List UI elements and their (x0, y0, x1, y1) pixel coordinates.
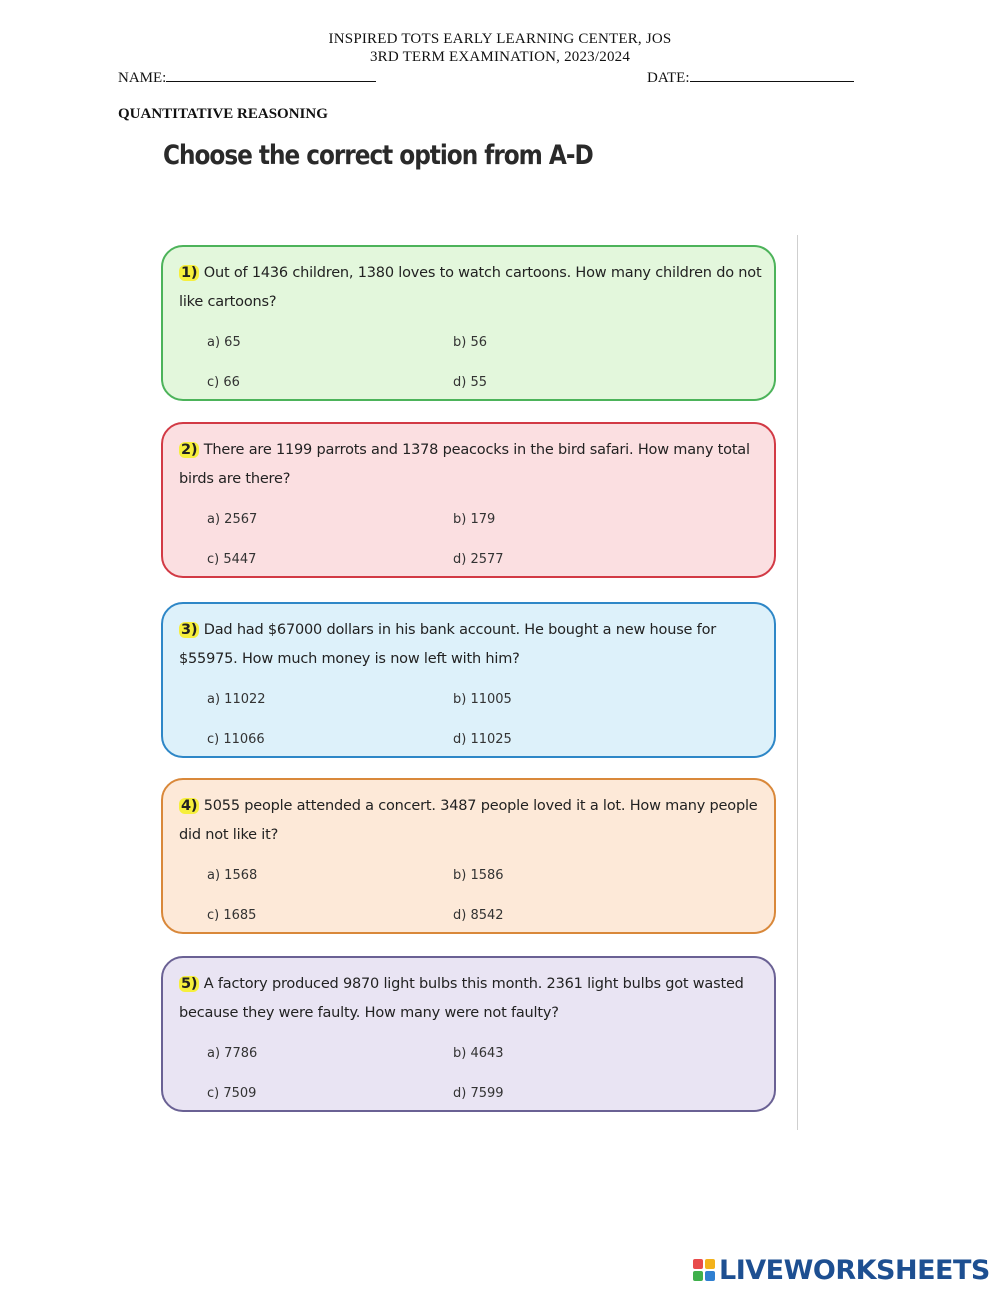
question-text (179, 436, 764, 494)
logo-square (705, 1259, 715, 1269)
option-a[interactable]: a) 1568 (207, 868, 258, 883)
date-field (647, 68, 854, 87)
option-d[interactable]: d) 8542 (453, 908, 504, 923)
question-text (179, 616, 764, 674)
option-d[interactable]: d) 11025 (453, 732, 512, 747)
liveworksheets-logo (693, 1255, 990, 1285)
question-text (179, 970, 764, 1028)
question-text (179, 259, 764, 317)
question-number: 5) (181, 976, 198, 992)
name-label: NAME: (118, 70, 167, 86)
date-label: DATE: (647, 70, 690, 86)
liveworksheets-logo-icon (693, 1259, 715, 1281)
question-body: A factory produced 9870 light bulbs this month. 2361 light bulbs got wasted because they were faulty. How many were not faulty? (179, 976, 744, 1021)
option-a[interactable]: a) 65 (207, 335, 241, 350)
question-card (161, 245, 776, 401)
option-c[interactable]: c) 66 (207, 375, 240, 390)
logo-square (693, 1259, 703, 1269)
option-b[interactable]: b) 56 (453, 335, 487, 350)
vertical-rule (797, 235, 798, 1130)
question-text (179, 792, 764, 850)
option-c[interactable]: c) 5447 (207, 552, 257, 567)
option-d[interactable]: d) 55 (453, 375, 487, 390)
date-blank-line[interactable] (690, 68, 854, 82)
instruction-heading: Choose the correct option from A-D (163, 140, 593, 171)
question-card (161, 956, 776, 1112)
school-name: INSPIRED TOTS EARLY LEARNING CENTER, JOS (328, 31, 672, 47)
question-number: 4) (181, 798, 198, 814)
question-number: 2) (181, 442, 198, 458)
question-body: Dad had $67000 dollars in his bank account. He bought a new house for $55975. How much money is now left with him? (179, 622, 717, 667)
option-a[interactable]: a) 2567 (207, 512, 258, 527)
subject-title: QUANTITATIVE REASONING (118, 106, 328, 122)
option-c[interactable]: c) 1685 (207, 908, 257, 923)
option-b[interactable]: b) 4643 (453, 1046, 504, 1061)
option-b[interactable]: b) 179 (453, 512, 496, 527)
question-number: 1) (181, 265, 198, 281)
option-d[interactable]: d) 2577 (453, 552, 504, 567)
question-body: There are 1199 parrots and 1378 peacocks in the bird safari. How many total birds are there? (179, 442, 750, 487)
option-b[interactable]: b) 11005 (453, 692, 512, 707)
question-card (161, 422, 776, 578)
question-card (161, 778, 776, 934)
question-card (161, 602, 776, 758)
option-c[interactable]: c) 11066 (207, 732, 265, 747)
option-d[interactable]: d) 7599 (453, 1086, 504, 1101)
name-blank-line[interactable] (166, 68, 376, 82)
question-number: 3) (181, 622, 198, 638)
name-field (118, 68, 376, 87)
logo-square (705, 1271, 715, 1281)
option-a[interactable]: a) 7786 (207, 1046, 258, 1061)
exam-title: 3RD TERM EXAMINATION, 2023/2024 (369, 49, 631, 65)
question-body: Out of 1436 children, 1380 loves to watch cartoons. How many children do not like cartoons? (179, 265, 762, 310)
logo-square (693, 1271, 703, 1281)
option-a[interactable]: a) 11022 (207, 692, 266, 707)
option-c[interactable]: c) 7509 (207, 1086, 257, 1101)
option-b[interactable]: b) 1586 (453, 868, 504, 883)
logo-text: LIVEWORKSHEETS (719, 1254, 990, 1286)
question-body: 5055 people attended a concert. 3487 people loved it a lot. How many people did not like it? (179, 798, 758, 843)
